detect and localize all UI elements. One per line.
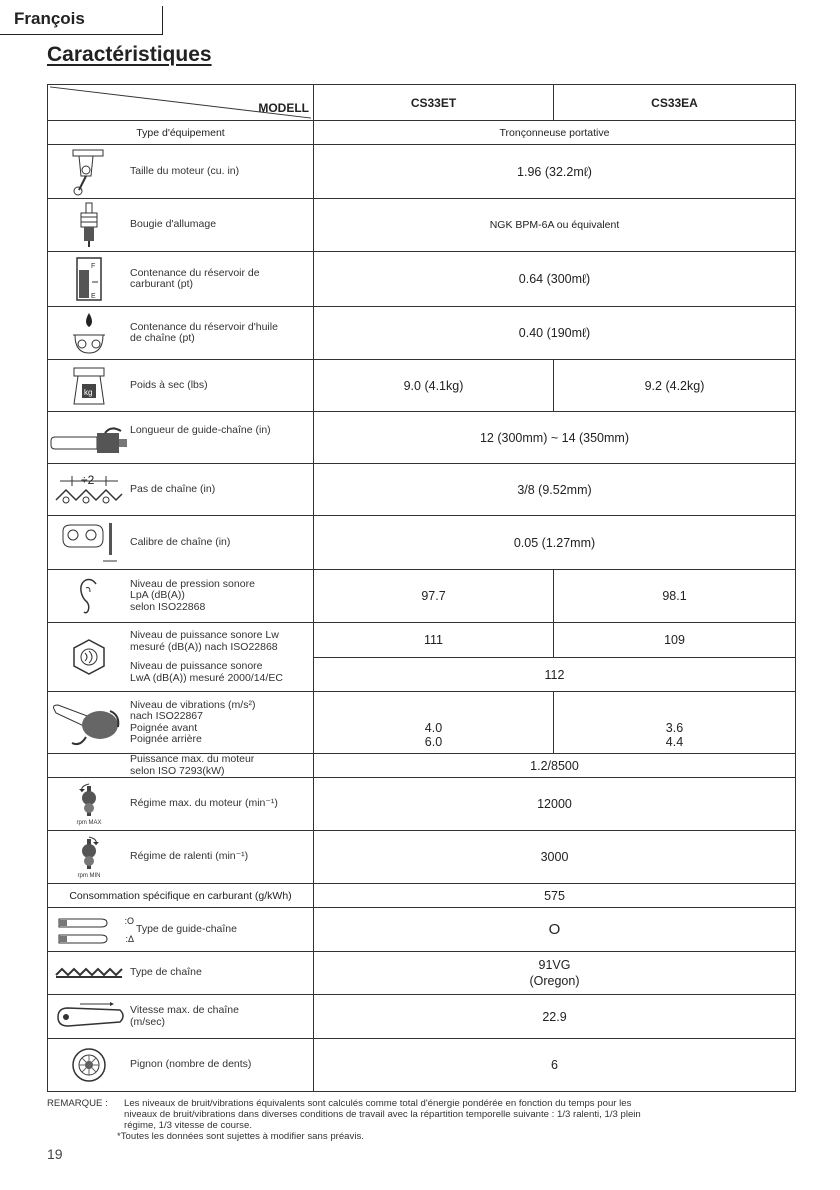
sound-power-et-value: 111 (314, 623, 554, 658)
row-oil-tank (48, 307, 796, 360)
sound-pressure-label-3: selon ISO22868 (130, 600, 206, 613)
chain-speed-label-1: Vitesse max. de chaîne (130, 1004, 239, 1016)
equipment-value: Tronçonneuse portative (314, 121, 796, 145)
row-equipment (48, 121, 796, 145)
engine-label: Taille du moteur (cu. in) (130, 164, 240, 177)
remarks-note: *Toutes les données sont sujettes à modifier sans préavis. (117, 1131, 364, 1142)
sound-power-label-1: Niveau de puissance sonore Lw (130, 629, 279, 641)
dry-weight-label: Poids à sec (lbs) (130, 378, 208, 391)
max-power-label-2: selon ISO 7293(kW) (130, 764, 225, 777)
bar-type-value: O (314, 908, 796, 952)
row-max-speed (48, 778, 796, 831)
row-sprocket (48, 1039, 796, 1092)
remarks (47, 1098, 807, 1142)
idle-speed-label: Régime de ralenti (min⁻¹) (130, 850, 249, 863)
guide-bar-type-icon (48, 913, 134, 947)
oil-tank-label-2: de chaîne (pt) (130, 332, 195, 344)
spark-plug-icon (48, 202, 130, 248)
row-bar-length (48, 412, 796, 464)
saw-chain-icon (48, 965, 130, 981)
chain-type-value-2: (Oregon) (529, 974, 580, 988)
fuel-gauge-icon (48, 256, 130, 302)
weight-scale-icon (48, 366, 130, 406)
max-speed-value: 12000 (314, 778, 796, 831)
vibration-rear-et: 6.0 (424, 735, 443, 749)
idle-speed-caption: rpm MIN (77, 873, 101, 879)
row-vibration (48, 692, 796, 754)
sound-power-ea-value: 109 (554, 623, 796, 658)
row-dry-weight (48, 360, 796, 412)
sound-pressure-label-2: LpA (dB(A)) (130, 589, 185, 602)
chain-pitch-label: Pas de chaîne (in) (130, 482, 216, 495)
engine-value: 1.96 (32.2mℓ) (314, 145, 796, 199)
vibration-front-et: 4.0 (424, 721, 443, 735)
vibration-label-3: Poignée avant (130, 721, 198, 734)
language-tab (0, 6, 163, 35)
max-power-label-1: Puissance max. du moteur (130, 753, 255, 765)
sound-power-guaranteed-label-2: LwA (dB(A)) mesuré 2000/14/EC (130, 671, 283, 684)
bar-type-mark-2: :Δ (125, 933, 134, 944)
row-fuel-tank (48, 252, 796, 307)
svg-text:÷2: ÷2 (81, 472, 95, 487)
dry-weight-ea-value: 9.2 (4.2kg) (554, 360, 796, 412)
equipment-label: Type d'équipement (48, 121, 314, 145)
sound-power-guaranteed-value: 112 (314, 658, 796, 692)
remarks-label: REMARQUE : (47, 1098, 108, 1109)
idle-speed-value: 3000 (314, 831, 796, 884)
crankshaft-min-icon (48, 835, 130, 879)
page-title: Caractéristiques (47, 43, 212, 66)
vibration-rear-ea: 4.4 (665, 735, 684, 749)
oil-tank-label-1: Contenance du réservoir d'huile (130, 320, 278, 333)
row-chain-type (48, 952, 796, 995)
bar-type-mark-1: :O (124, 915, 134, 926)
remarks-line-1: Les niveaux de bruit/vibrations équivalents sont calculés comme total d'énergie pondérée en fonction du temps pour les (124, 1098, 632, 1109)
svg-text:F: F (91, 263, 96, 270)
chain-gauge-icon (48, 521, 130, 565)
max-speed-caption: rpm MAX (76, 820, 102, 826)
model-et-header: CS33ET (314, 85, 554, 121)
dry-weight-et-value: 9.0 (4.1kg) (314, 360, 554, 412)
remarks-line-2: niveaux de bruit/vibrations dans diverses conditions de travail avec la répartition temporelle suivante : 1/3 ralenti, 1/3 plein (124, 1109, 641, 1120)
sound-pressure-label-1: Niveau de pression sonore (130, 577, 255, 590)
vibration-label-2: nach ISO22867 (130, 710, 203, 722)
model-header-label: MODELL (258, 101, 309, 115)
sound-pressure-et-value: 97.7 (314, 570, 554, 623)
chain-pitch-value: 3/8 (9.52mm) (314, 464, 796, 516)
chain-oil-icon (48, 311, 130, 355)
oil-tank-value: 0.40 (190mℓ) (314, 307, 796, 360)
row-max-power (48, 754, 796, 778)
vibration-front-ea: 3.6 (665, 721, 684, 735)
fuel-tank-value: 0.64 (300mℓ) (314, 252, 796, 307)
sound-power-icon (48, 638, 130, 676)
row-chain-pitch (48, 464, 796, 516)
chainsaw-icon (48, 425, 130, 459)
chain-speed-value: 22.9 (314, 995, 796, 1039)
chain-type-label: Type de chaîne (130, 966, 202, 979)
fuel-consumption-label: Consommation spécifique en carburant (g/kWh) (48, 884, 314, 908)
row-engine (48, 145, 796, 199)
max-speed-label: Régime max. du moteur (min⁻¹) (130, 797, 278, 810)
vibration-label-1: Niveau de vibrations (m/s²) (130, 698, 256, 711)
row-spark-plug (48, 199, 796, 252)
fuel-consumption-value: 575 (314, 884, 796, 908)
svg-text:kg: kg (84, 387, 93, 397)
row-idle-speed (48, 831, 796, 884)
engine-icon (48, 148, 130, 196)
model-header-cell (48, 85, 314, 121)
sound-pressure-ea-value: 98.1 (554, 570, 796, 623)
row-chain-gauge (48, 516, 796, 570)
row-sound-pressure (48, 570, 796, 623)
crankshaft-max-icon (48, 782, 130, 826)
sprocket-icon (48, 1046, 130, 1084)
chain-speed-icon (48, 1000, 130, 1034)
bar-type-label: Type de guide-chaîne (136, 922, 237, 935)
max-power-value: 1.2/8500 (314, 754, 796, 778)
chain-gauge-value: 0.05 (1.27mm) (314, 516, 796, 570)
sprocket-label: Pignon (nombre de dents) (130, 1058, 252, 1071)
vibration-label-4: Poignée arrière (130, 733, 202, 745)
ear-icon (48, 576, 130, 616)
row-fuel-consumption (48, 884, 796, 908)
header-row (48, 85, 796, 121)
chain-type-value-1: 91VG (538, 958, 571, 972)
row-sound-power-measured (48, 623, 796, 658)
model-ea-header: CS33EA (554, 85, 796, 121)
fuel-tank-label-2: carburant (pt) (130, 278, 194, 290)
spark-plug-label: Bougie d'allumage (130, 218, 217, 231)
vibration-chainsaw-icon (48, 697, 130, 749)
sound-power-guaranteed-label-1: Niveau de puissance sonore (130, 660, 263, 672)
chain-pitch-icon (48, 472, 130, 508)
page-number: 19 (47, 1146, 63, 1162)
bar-length-label: Longueur de guide-chaîne (in) (130, 423, 271, 436)
spec-table (47, 84, 796, 1092)
row-chain-speed (48, 995, 796, 1039)
chain-gauge-label: Calibre de chaîne (in) (130, 535, 231, 548)
language-label: François (14, 9, 85, 28)
remarks-line-3: régime, 1/3 vitesse de course. (124, 1120, 252, 1131)
row-bar-type (48, 908, 796, 952)
sound-power-label-2: mesuré (dB(A)) nach ISO22868 (130, 640, 278, 653)
chain-speed-label-2: (m/sec) (130, 1015, 165, 1028)
spark-plug-value: NGK BPM-6A ou équivalent (314, 199, 796, 252)
sprocket-value: 6 (314, 1039, 796, 1092)
fuel-tank-label-1: Contenance du réservoir de (130, 266, 260, 279)
bar-length-value: 12 (300mm) ~ 14 (350mm) (314, 412, 796, 464)
svg-text:E: E (91, 293, 96, 300)
